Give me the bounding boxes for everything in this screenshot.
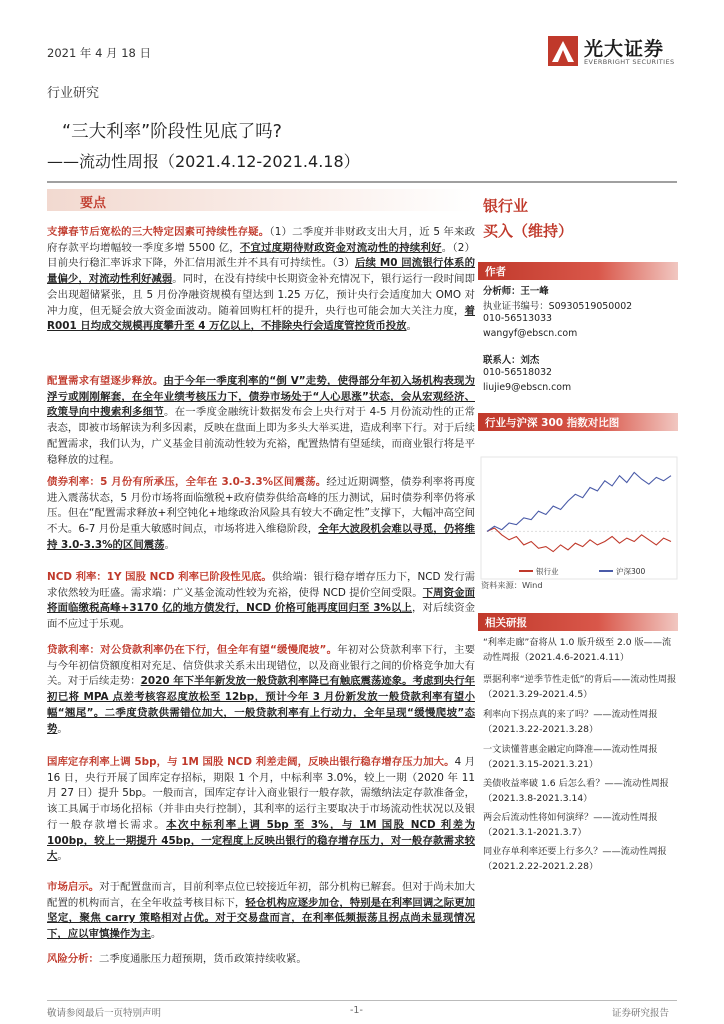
- report-category: 行业研究: [47, 86, 100, 101]
- chart-header-label: 行业与沪深 300 指数对比图: [485, 417, 620, 429]
- logo-name-cn: 光大证券: [584, 38, 665, 60]
- paragraph-segment: 。: [150, 928, 162, 941]
- title-divider: [47, 181, 677, 183]
- paragraph-segment: 国库定存利率上调 5bp，与 1M 国股 NCD 利差走阔，反映出银行稳存增存压力加大。: [47, 756, 455, 768]
- footer-disclaimer: 敬请参阅最后一页特别声明: [47, 1008, 162, 1019]
- paragraph-segment: 4 月 16 日，央行开展了国库定存招标，期限 1 个月，中标利率 3.0%，较上一期（2020 年 11 月 27 日）提升 5bp。一般而言，国库定存计入商业银行一般存款，需缴纳法定存款准备金，该工具属于市场化招标（并非由央行控制），其利率的运行主要取决于市场流动性状况以及银行一般存款增长需求。: [47, 756, 475, 831]
- paragraph-segment: 贷款利率：对公贷款利率仍在下行，但全年有望“缓慢爬坡”。: [47, 644, 338, 656]
- key-points-header: [47, 189, 474, 211]
- paragraph-segment: 对于配置盘而言，目前利率点位已较接近年初，部分机构已解套。但对于尚未加大配置的机构而言，在全年收益考核目标下，: [47, 881, 475, 909]
- analyst-phone: 010-56513033: [483, 313, 552, 324]
- rating-label: 买入（维持）: [483, 222, 574, 240]
- paragraph-segment: 市场启示。: [47, 881, 100, 893]
- legend-label-2: 沪深300: [616, 567, 646, 576]
- report-title: “三大利率”阶段性见底了吗?: [62, 122, 282, 142]
- related-report-3[interactable]: 利率向下拐点真的来了吗？——流动性周报（2021.3.22-2021.3.28）: [483, 709, 658, 735]
- paragraph-segment: 。（2）目前央行稳汇率诉求下降，外汇信用派生并不具有可持续性。（3）: [47, 241, 475, 270]
- paragraph-segment: 。: [57, 722, 68, 735]
- paragraph-segment: 本次中标利率上调 5bp 至 3%，与 1M 国股 NCD 利差为 100bp，较上一期提升 45bp，一定程度上反映出银行的稳存增存压力，对一般存款需求较大: [47, 818, 475, 863]
- key-points-label: 要点: [80, 196, 107, 211]
- paragraph-segment: 由于今年一季度利率的“倒 V”走势，使得部分年初入场机构表现为浮亏或刚刚解套，在全年业绩考核压力下，债券市场处于“人心思涨”状态，会从宏观经济、政策导向中搜索利多细节: [47, 375, 475, 419]
- contact-email[interactable]: liujie9@ebscn.com: [483, 382, 572, 393]
- paragraph-3: [47, 475, 475, 554]
- paragraph-1: [47, 225, 475, 335]
- paragraph-segment: 支撑春节后宽松的三大特定因素可持续性存疑。: [47, 226, 270, 238]
- related-report-4[interactable]: 一文读懂普惠金融定向降准——流动性周报（2021.3.15-2021.3.21）: [483, 744, 658, 770]
- paragraph-segment: 后续 M0 回流银行体系的量偏少，对流动性利好减弱: [47, 257, 475, 286]
- related-header: [478, 613, 678, 631]
- paragraph-segment: 经过近期调整，债券利率将再度进入震荡状态，5 月份市场将面临缴税+政府债券供给高峰的压力测试，届时债券利率仍将承压。但在“配置需求释放+利空钝化+地缘政治风险具有较大不确定性”支撑下，大幅冲高空间不大。6-7 月份是重大敏感时间点，市场将进入维稳阶段，: [47, 476, 476, 536]
- industry-label: 银行业: [483, 197, 529, 215]
- paragraph-8: [47, 952, 475, 968]
- paragraph-segment: 下周资金面将面临缴税高峰+3170 亿的地方债发行，NCD 价格可能再度回归至 3%以上: [47, 586, 476, 615]
- related-report-5[interactable]: 美债收益率破 1.6 后怎么看？——流动性周报（2021.3.8-2021.3.14）: [483, 778, 669, 804]
- related-report-7[interactable]: 同业存单利率还要上行多久？——流动性周报（2021.2.22-2021.2.28）: [483, 846, 667, 872]
- analyst-license: 执业证书编号：S0930519050002: [483, 301, 633, 312]
- paragraph-segment: 供给端：银行稳存增存压力下，NCD 发行需求依然较为旺盛。需求端：广义基金流动性较为充裕，使得 NCD 提价空间受限。: [47, 571, 475, 599]
- paragraph-segment: 着 R001 日均成交规模再度攀升至 4 万亿以上，不排除央行会适度管控货币投放: [47, 304, 475, 333]
- paragraph-segment: 不宜过度期待财政资金对流动性的持续利好: [239, 241, 442, 254]
- paragraph-segment: 。: [57, 850, 68, 863]
- logo-name-en: EVERBRIGHT SECURITIES: [584, 58, 675, 66]
- legend-label-1: 银行业: [536, 567, 559, 576]
- company-logo: [548, 36, 688, 70]
- paragraph-segment: 。在一季度金融统计数据发布会上央行对于 4-5 月份流动性的正常表态，即被市场解读为利多因素，反映在盘面上即为多头大举买进，造成利率下行。对于后续配置需求，我们认为，广义基金目前流动性较为充裕，配置热情有望延续，而商业银行将是平稳释放的过程。: [47, 406, 475, 466]
- related-report-2[interactable]: 票据利率“逆季节性走低”的背后——流动性周报（2021.3.29-2021.4.5）: [483, 674, 677, 700]
- contact-phone: 010-56518032: [483, 367, 552, 378]
- analyst-name: 分析师：王一峰: [483, 286, 549, 297]
- paragraph-segment: （1）二季度并非财政支出大月，近 5 年来政府存款平均增幅较一季度多增 5500 亿，: [47, 226, 475, 254]
- paragraph-segment: 二季度通胀压力超预期，货币政策持续收紧。: [98, 953, 307, 965]
- paragraph-segment: 配置需求有望逐步释放。: [47, 375, 164, 387]
- paragraph-4: [47, 570, 475, 633]
- paragraph-6: [47, 755, 475, 865]
- footer-divider: [47, 1000, 677, 1001]
- paragraph-7: [47, 880, 475, 943]
- paragraph-segment: 年初对公贷款利率下行，主要与今年初信贷额度相对充足、信贷供求关系未出现错位，以及商业银行之间的价格竞争加大有关。对于后续走势：: [47, 644, 476, 688]
- author-header: [478, 262, 678, 280]
- analyst-email[interactable]: wangyf@ebscn.com: [483, 328, 578, 339]
- paragraph-segment: 全年大波段机会难以寻觅，仍将维持 3.0-3.3%的区间震荡: [47, 523, 475, 551]
- report-subtitle: ——流动性周报（2021.4.12-2021.4.18）: [47, 152, 360, 171]
- everbright-logo-icon: [548, 36, 578, 66]
- report-date: 2021 年 4 月 18 日: [47, 46, 151, 60]
- related-report-1[interactable]: “利率走廊”奋将从 1.0 版升级至 2.0 版——流动性周报（2021.4.6-2021.4.11）: [483, 637, 672, 663]
- related-report-6[interactable]: 两会后流动性将如何演绎？——流动性周报（2021.3.1-2021.3.7）: [483, 812, 658, 838]
- paragraph-segment: 。: [164, 538, 175, 551]
- paragraph-segment: 债券利率：5 月份有所承压，全年在 3.0-3.3%区间震荡。: [47, 476, 327, 488]
- chart-frame: [481, 457, 677, 579]
- page-number: -1-: [350, 1005, 363, 1016]
- related-header-label: 相关研报: [485, 617, 527, 629]
- paragraph-segment: NCD 利率：1Y 国股 NCD 利率已阶段性见底。: [47, 571, 272, 583]
- chart-header: [478, 413, 678, 431]
- paragraph-5: [47, 643, 475, 737]
- footer-report-type: 证券研究报告: [612, 1008, 670, 1019]
- chart-source: 资料来源：Wind: [481, 580, 543, 590]
- paragraph-segment: 2020 年下半年新发放一般贷款利率降已有触底震荡迹象。考虑到央行年初已将 MPA 点差考核容忍度放松至 12bp，预计今年 3 月份新发放一般贷款利率有望小幅“翘尾”。二季度贷款供需错位加大，一般贷款利率有上行动力，全年呈现“缓慢爬坡”态势: [47, 675, 475, 735]
- contact-name: 联系人：刘杰: [483, 355, 540, 366]
- paragraph-2: [47, 374, 475, 468]
- author-header-label: 作者: [485, 266, 506, 278]
- index-comparison-chart: [479, 455, 679, 583]
- series-line-2: [487, 472, 671, 531]
- paragraph-segment: 轻仓机构应逐步加仓，特别是在利率回调之际更加坚定，聚焦 carry 策略相对占优。对于交易盘而言，在利率低频振荡且拐点尚未显现情况下，应以审慎操作为主: [47, 896, 476, 941]
- paragraph-segment: ，对后续资金面不应过于乐观。: [47, 602, 476, 631]
- paragraph-segment: 。同时，在没有持续中长期资金补充情况下，银行运行一段时间即会出现超储紧张，且 5 月份净融资规模有望达到 1.25 万亿，预计央行会适度加大 OMO 对冲力度，但无疑会放大资金面波动。随着回购杠杆的提升，央行也可能会加大关注力度，: [47, 273, 476, 317]
- paragraph-segment: 。: [406, 320, 417, 333]
- paragraph-segment: 风险分析：: [47, 953, 99, 965]
